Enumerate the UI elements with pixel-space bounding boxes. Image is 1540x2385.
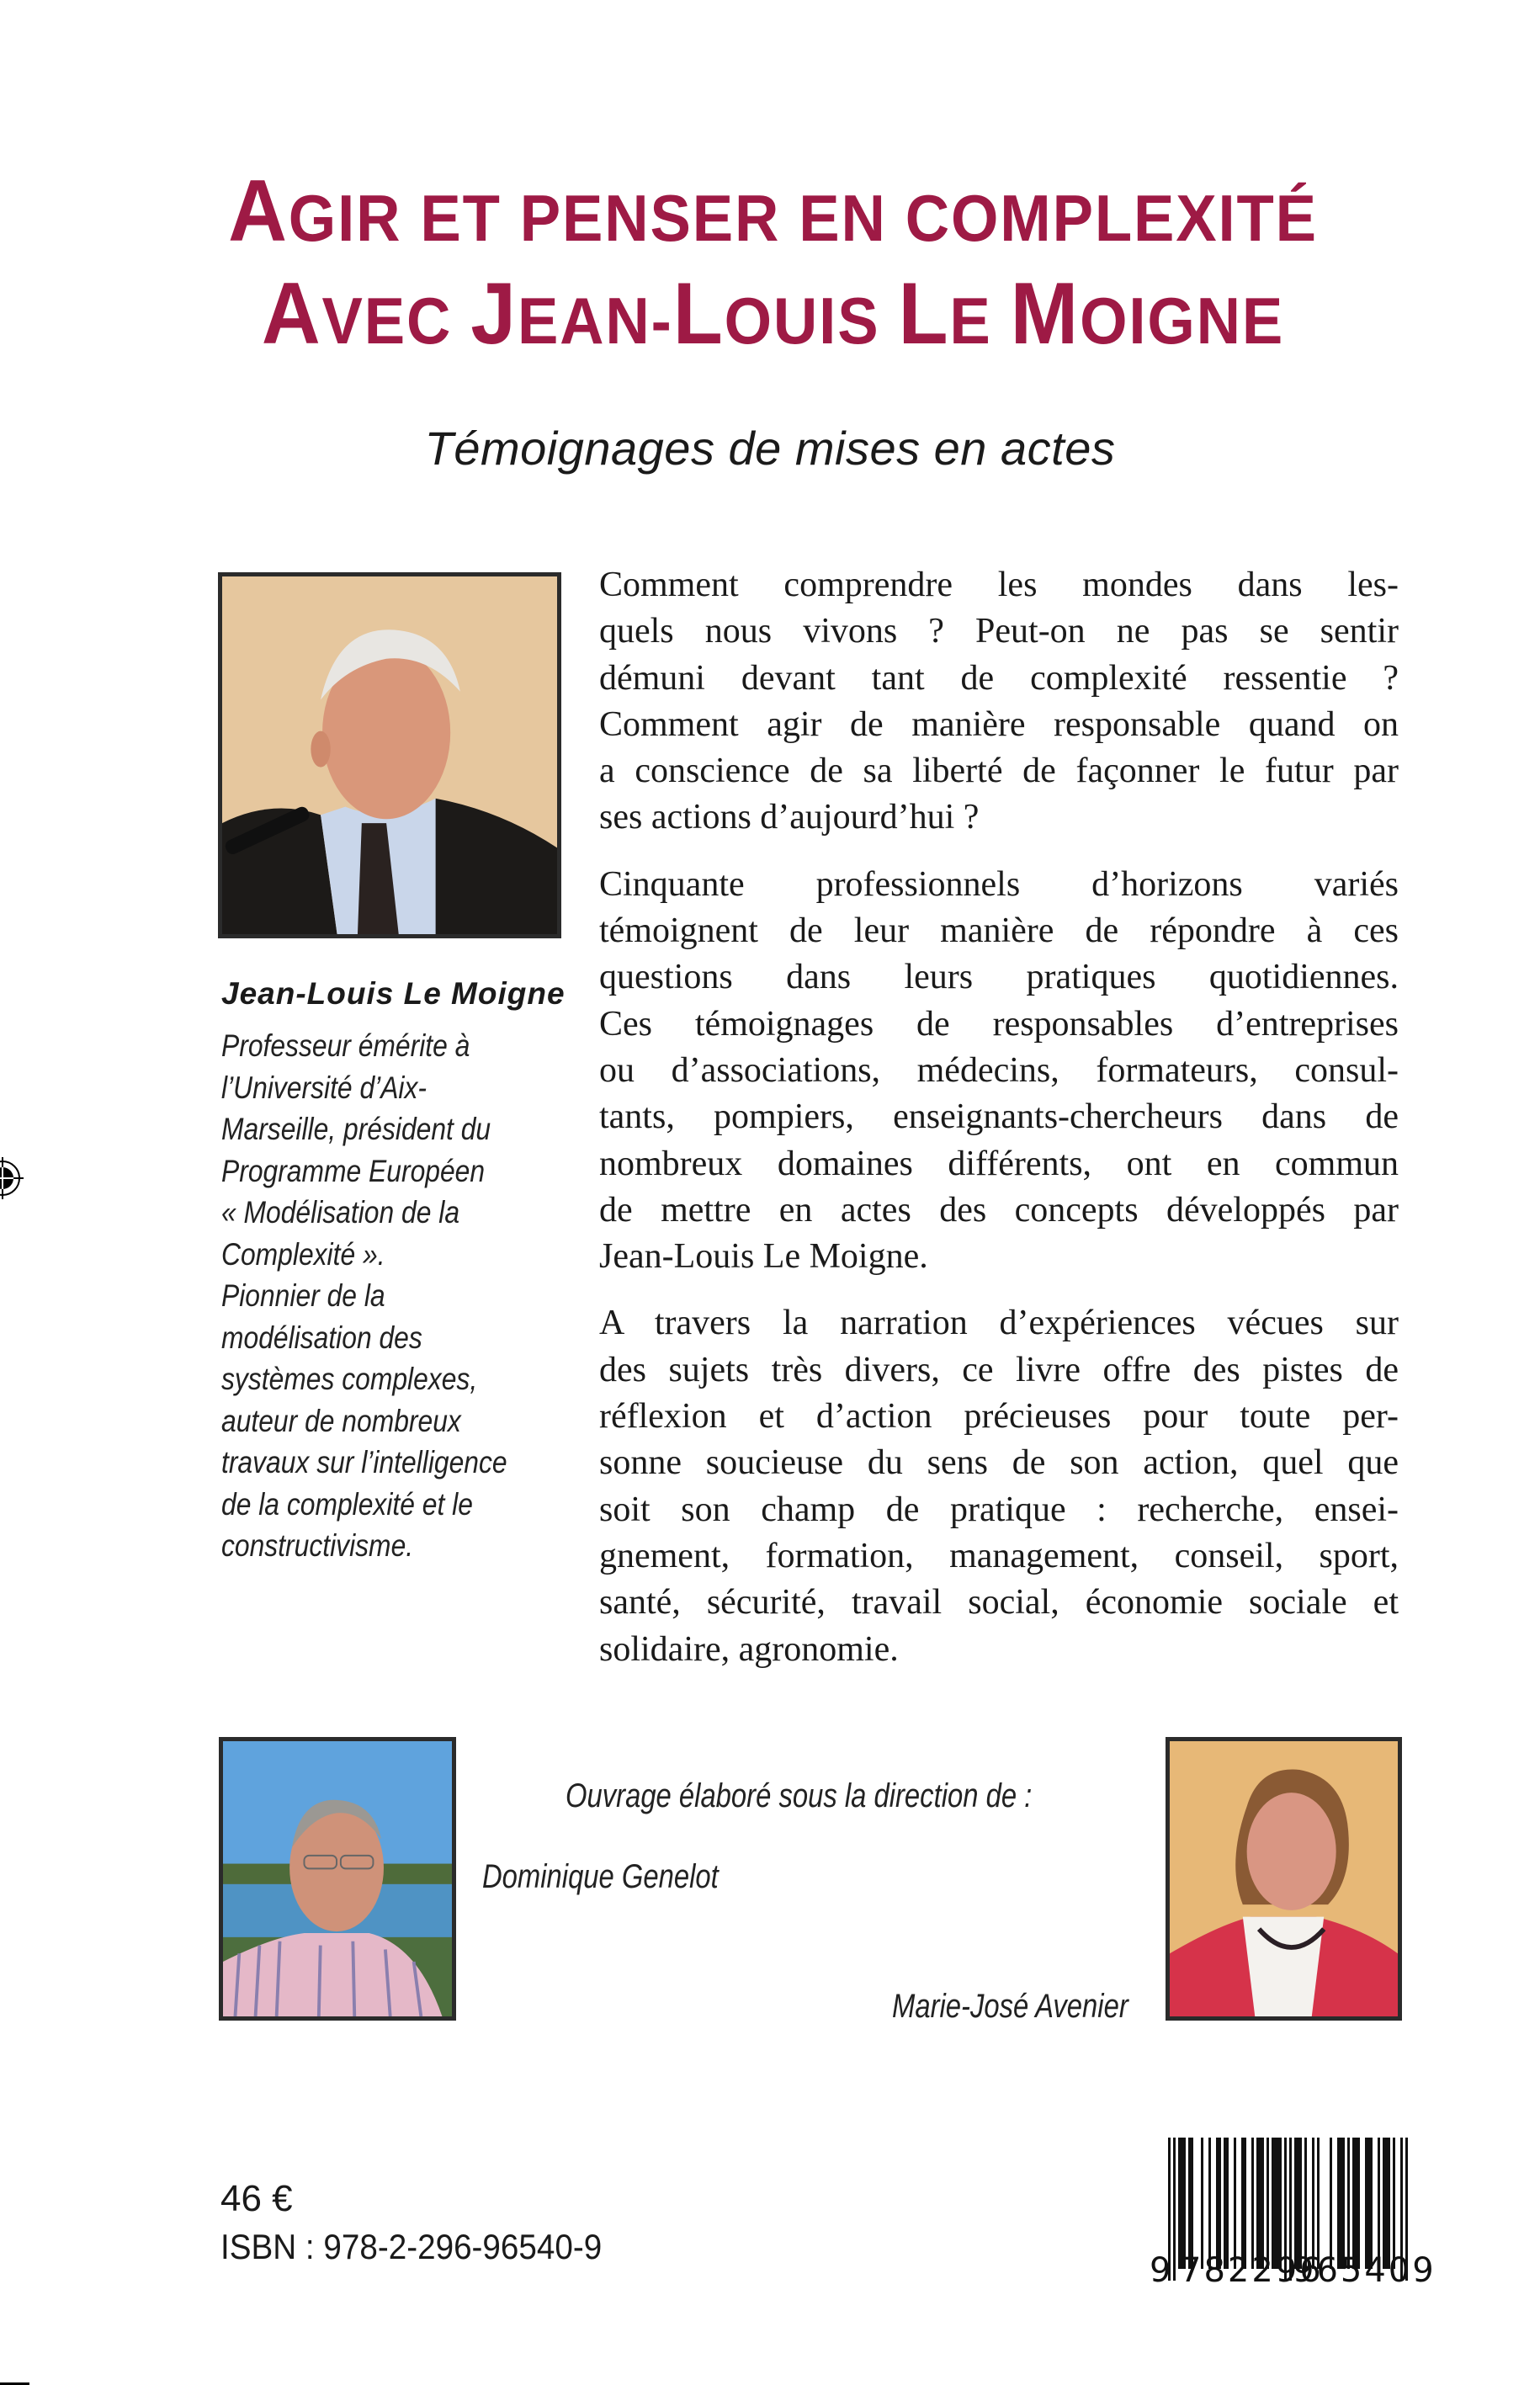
title-initial: A xyxy=(228,162,289,260)
isbn: ISBN : 978-2-296-96540-9 xyxy=(220,2227,603,2266)
blurb-paragraph-2: Cinquante professionnels d’horizons variés témoignent de leur manière de répondre à ces questions dans leurs pratiques quotidiennes. Ces témoignages de responsables d’entreprises ou d’associations, médecins, formateurs, consul- tants, pompiers, enseignants-chercheurs dans de nombreux domaines différents, ont en commun de mettre en actes des concepts développés par Jean-Louis Le Moigne. xyxy=(599,864,1399,1277)
book-title-line-1: AGIR ET PENSER EN COMPLEXITÉ xyxy=(228,162,1318,260)
blurb-paragraph-1: Comment comprendre les mondes dans les- quels nous vivons ? Peut-on ne pas se sentir démuni devant tant de complexité ressentie ? Comment agir de manière responsable quand on a conscience de sa liberté de façonner le futur par ses actions d’aujourd’hui ? xyxy=(599,566,1399,837)
author-photo xyxy=(218,572,561,938)
book-title-line-2: AVEC JEAN-LOUIS LE MOIGNE xyxy=(261,265,1285,363)
blurb-paragraph-3: A travers la narration d’expériences vécues sur des sujets très divers, ce livre offre des pistes de réflexion et d’action précieuses pour toute per- sonne soucieuse du sens de son action, quel que soit son champ de pratique : recherche, ensei- gnement, formation, management, conseil, sport, santé, sécurité, travail social, économie sociale et solidaire, agronomie. xyxy=(599,1304,1399,1669)
editor-name-avenier: Marie-José Avenier xyxy=(892,1988,1128,2025)
author-name: Jean-Louis Le Moigne xyxy=(221,976,566,1011)
registration-mark-icon xyxy=(0,1157,24,1199)
editor-name-genelot: Dominique Genelot xyxy=(482,1858,719,1895)
editor-photo-genelot xyxy=(219,1737,456,2021)
book-subtitle: Témoignages de mises en actes xyxy=(424,422,1116,475)
editors-intro: Ouvrage élaboré sous la direction de : xyxy=(566,1777,1033,1814)
editor-photo-avenier xyxy=(1166,1737,1402,2021)
author-bio: Professeur émérite à l’Université d’Aix- Marseille, président du Programme Européen « Modélisation de la Complexité ». Pionnier de la modélisation des systèmes complexes, auteur de nombreux travaux sur l’intelligence de la complexité et le constructivisme. xyxy=(221,1028,507,1563)
back-cover-blurb xyxy=(599,562,1399,1693)
price: 46 € xyxy=(220,2178,293,2219)
